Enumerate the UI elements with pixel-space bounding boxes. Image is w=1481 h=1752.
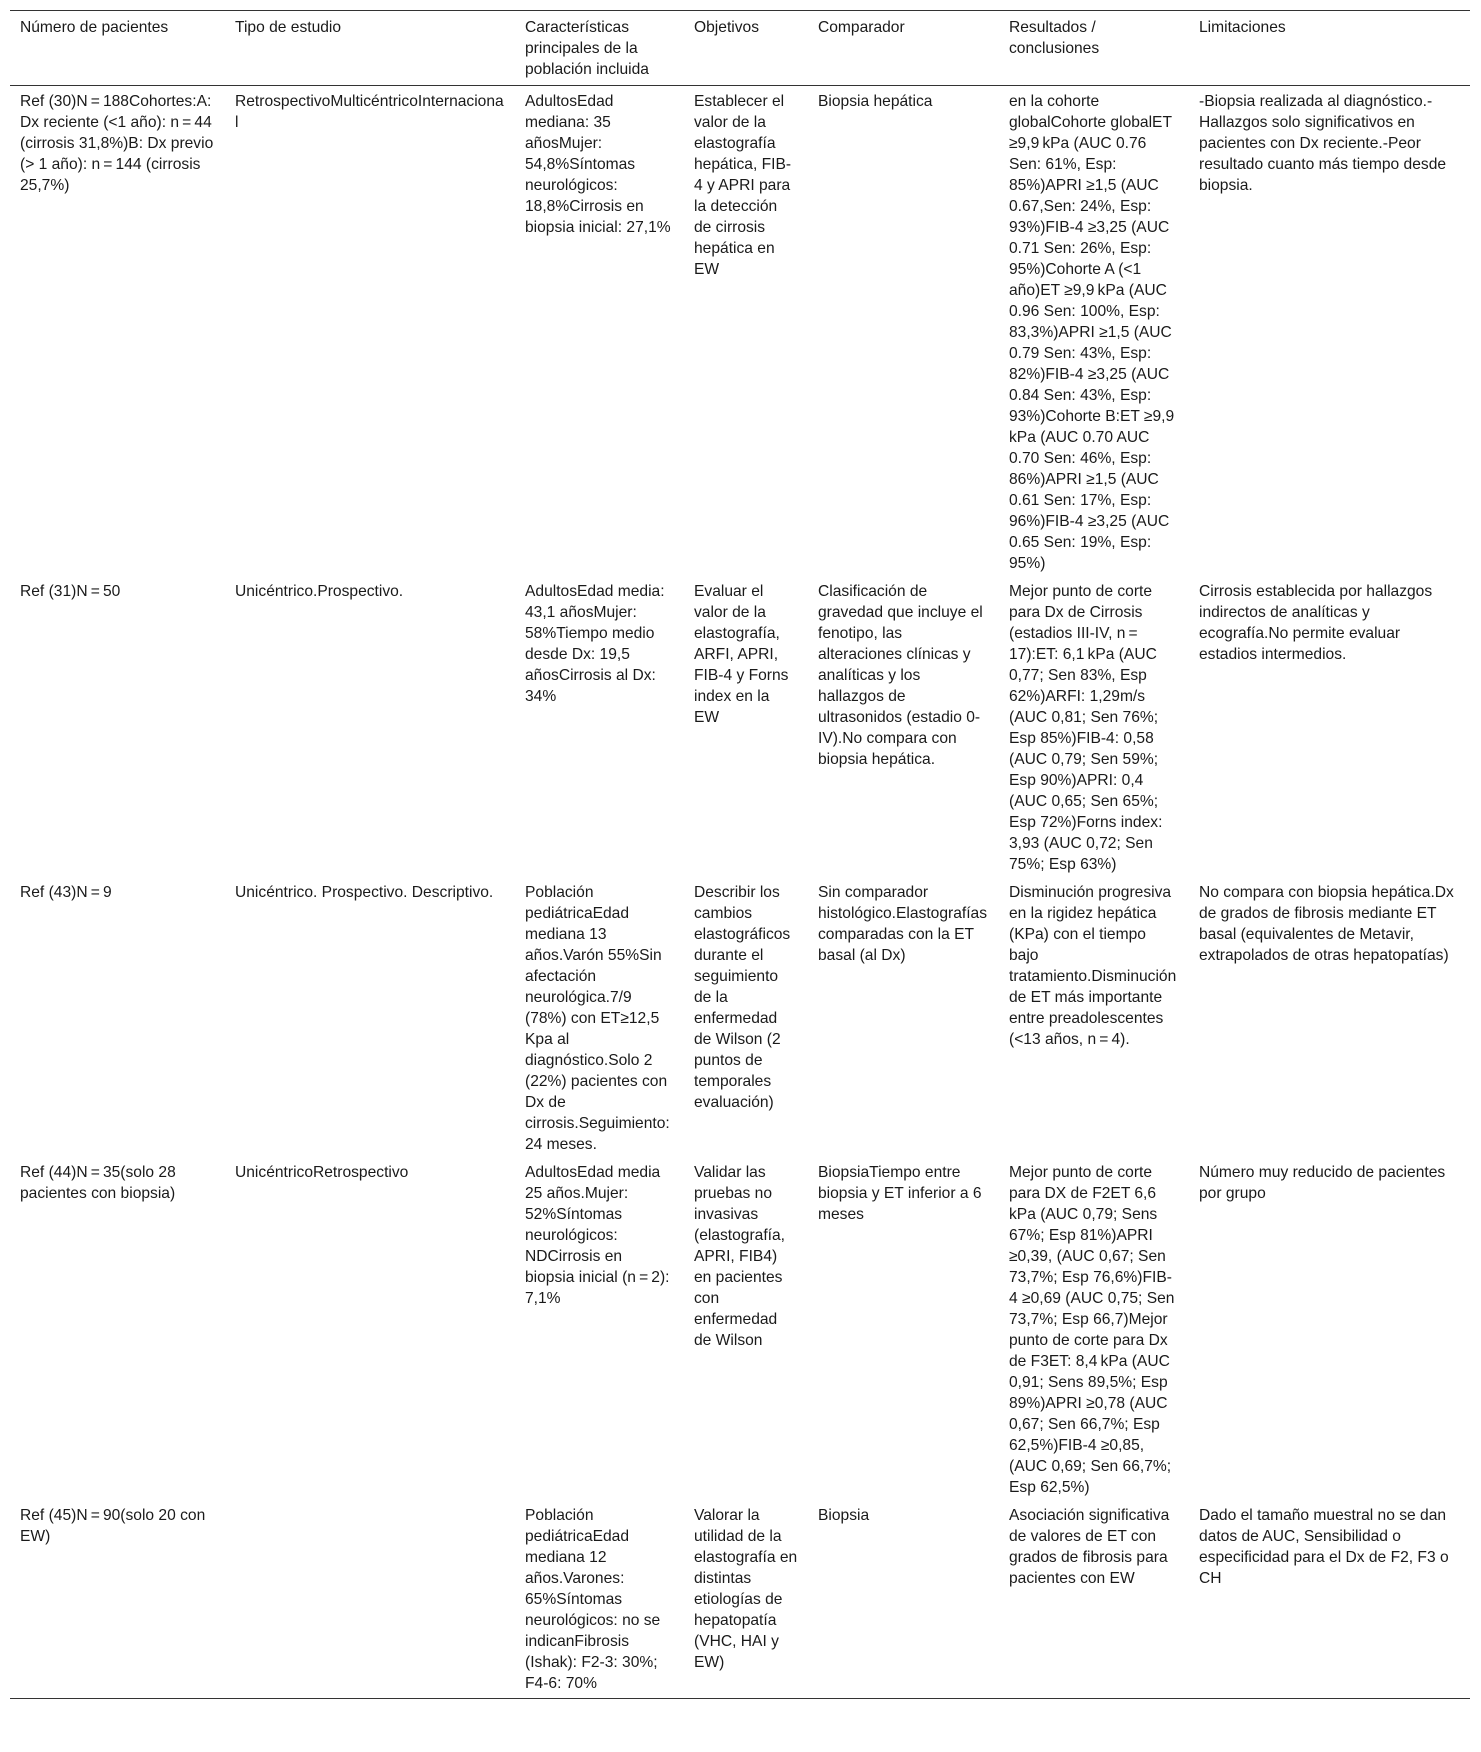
cell-objectives: Evaluar el valor de la elastografía, ARFI, APRI, FIB-4 y Forns index en la EW xyxy=(694,583,789,726)
cell-limitations: No compara con biopsia hepática.Dx de grados de fibrosis mediante ET basal (equivalentes de Metavir, extrapolados de otras hepatopatías) xyxy=(1199,884,1454,964)
cell-limitations: Dado el tamaño muestral no se dan datos de AUC, Sensibilidad o especificidad para el Dx de F2, F3 o CH xyxy=(1199,1507,1449,1587)
header-cell: Objetivos xyxy=(694,19,760,36)
cell-results: Mejor punto de corte para Dx de Cirrosis (estadios III-IV, n = 17):ET: 6,1 kPa (AUC 0,77; Sen 83%, Esp 62%)ARFI: 1,29m/s (AUC 0,81; Sen 76%; Esp 85%)FIB-4: 0,58 (AUC 0,79; Sen 59%; Esp 90%)APRI: 0,4 (AUC 0,65; Sen 65%; Esp 72%)Forns index: 3,93 (AUC 0,72; Sen 75%; Esp 63%) xyxy=(1009,583,1163,873)
cell-population: AdultosEdad mediana: 35 añosMujer: 54,8%Síntomas neurológicos: 18,8%Cirrosis en biopsia inicial: 27,1% xyxy=(525,93,671,236)
cell-limitations: Número muy reducido de pacientes por grupo xyxy=(1199,1164,1446,1202)
cell-study-type: Unicéntrico. Prospectivo. Descriptivo. xyxy=(235,884,494,901)
table-row xyxy=(10,879,1470,1159)
cell-study-type xyxy=(225,1502,515,1699)
table-header xyxy=(10,11,1470,86)
cell-objectives: Describir los cambios elastográficos durante el seguimiento de la enfermedad de Wilson (2 puntos de temporales evaluación) xyxy=(694,884,791,1111)
table-row xyxy=(10,578,1470,879)
cell-comparator: Biopsia hepática xyxy=(818,93,933,110)
cell-results: Asociación significativa de valores de ET con grados de fibrosis para pacientes con EW xyxy=(1009,1507,1170,1587)
cell-study-type: UnicéntricoRetrospectivo xyxy=(235,1164,409,1181)
cell-comparator: Sin comparador histológico.Elastografías comparadas con la ET basal (al Dx) xyxy=(818,884,988,964)
cell-patients: Ref (43)N = 9 xyxy=(20,884,112,901)
cell-objectives: Establecer el valor de la elastografía hepática, FIB-4 y APRI para la detección de cirrosis hepática en EW xyxy=(694,93,792,278)
cell-limitations: Cirrosis establecida por hallazgos indirectos de analíticas y ecografía.No permite evaluar estadios intermedios. xyxy=(1199,583,1433,663)
cell-results: Mejor punto de corte para DX de F2ET 6,6 kPa (AUC 0,79; Sens 67%; Esp 81%)APRI ≥0,39, (AUC 0,67; Sen 73,7%; Esp 76,6%)FIB-4 ≥0,69 (AUC 0,75; Sen 73,7%; Esp 66,7)Mejor punto de corte para Dx de F3ET: 8,4 kPa (AUC 0,91; Sens 89,5%; Esp 89%)APRI ≥0,78 (AUC 0,67; Sen 66,7%; Esp 62,5%)FIB-4 ≥0,85, (AUC 0,69; Sen 66,7%; Esp 62,5%) xyxy=(1009,1164,1175,1496)
cell-comparator: BiopsiaTiempo entre biopsia y ET inferior a 6 meses xyxy=(818,1164,982,1223)
header-row xyxy=(10,11,1470,86)
header-cell: Resultados / conclusiones xyxy=(1009,19,1100,57)
studies-table xyxy=(10,10,1470,1699)
header-cell: Tipo de estudio xyxy=(235,19,342,36)
table-row xyxy=(10,1502,1470,1699)
cell-study-type: Unicéntrico.Prospectivo. xyxy=(235,583,404,600)
cell-patients: Ref (44)N = 35(solo 28 pacientes con biopsia) xyxy=(20,1164,176,1202)
cell-population: Población pediátricaEdad mediana 12 años.Varones: 65%Síntomas neurológicos: no se indicanFibrosis (Ishak): F2-3: 30%; F4-6: 70% xyxy=(525,1507,661,1692)
studies-table-container xyxy=(10,10,1470,1699)
table-row xyxy=(10,86,1470,579)
header-cell: Número de pacientes xyxy=(20,19,169,36)
cell-patients: Ref (45)N = 90(solo 20 con EW) xyxy=(20,1507,206,1545)
cell-patients: Ref (30)N = 188Cohortes:A: Dx reciente (<1 año): n = 44 (cirrosis 31,8%)B: Dx previo (> 1 año): n = 144 (cirrosis 25,7%) xyxy=(20,93,214,194)
cell-population: AdultosEdad media: 43,1 añosMujer: 58%Tiempo medio desde Dx: 19,5 añosCirrosis al Dx: 34% xyxy=(525,583,665,705)
header-cell: Comparador xyxy=(818,19,905,36)
cell-population: AdultosEdad media 25 años.Mujer: 52%Síntomas neurológicos: NDCirrosis en biopsia inicial (n = 2): 7,1% xyxy=(525,1164,670,1307)
cell-objectives: Valorar la utilidad de la elastografía en distintas etiologías de hepatopatía (VHC, HAI y EW) xyxy=(694,1507,798,1671)
header-cell: Limitaciones xyxy=(1199,19,1286,36)
header-cell: Características principales de la población incluida xyxy=(525,19,649,78)
cell-limitations: -Biopsia realizada al diagnóstico.-Hallazgos solo significativos en pacientes con Dx reciente.-Peor resultado cuanto más tiempo desde biopsia. xyxy=(1199,93,1447,194)
cell-results: Disminución progresiva en la rigidez hepática (KPa) con el tiempo bajo tratamiento.Disminución de ET más importante entre preadolescentes (<13 años, n = 4). xyxy=(1009,884,1177,1048)
cell-study-type: RetrospectivoMulticéntricoInternacional xyxy=(235,93,504,131)
cell-comparator: Clasificación de gravedad que incluye el fenotipo, las alteraciones clínicas y analíticas y los hallazgos de ultrasonidos (estadio 0-IV).No compara con biopsia hepática. xyxy=(818,583,983,768)
cell-objectives: Validar las pruebas no invasivas (elastografía, APRI, FIB4) en pacientes con enfermedad de Wilson xyxy=(694,1164,786,1349)
cell-results: en la cohorte globalCohorte globalET ≥9,9 kPa (AUC 0.76 Sen: 61%, Esp: 85%)APRI ≥1,5 (AUC 0.67,Sen: 24%, Esp: 93%)FIB-4 ≥3,25 (AUC 0.71 Sen: 26%, Esp: 95%)Cohorte A (<1 año)ET ≥9,9 kPa (AUC 0.96 Sen: 100%, Esp: 83,3%)APRI ≥1,5 (AUC 0.79 Sen: 43%, Esp: 82%)FIB-4 ≥3,25 (AUC 0.84 Sen: 43%, Esp: 93%)Cohorte B:ET ≥9,9 kPa (AUC 0.70 AUC 0.70 Sen: 46%, Esp: 86%)APRI ≥1,5 (AUC 0.61 Sen: 17%, Esp: 96%)FIB-4 ≥3,25 (AUC 0.65 Sen: 19%, Esp: 95%) xyxy=(1009,93,1178,572)
cell-patients: Ref (31)N = 50 xyxy=(20,583,121,600)
cell-comparator: Biopsia xyxy=(818,1507,870,1524)
cell-population: Población pediátricaEdad mediana 13 años.Varón 55%Sin afectación neurológica.7/9 (78%) con ET≥12,5 Kpa al diagnóstico.Solo 2 (22%) pacientes con Dx de cirrosis.Seguimiento: 24 meses. xyxy=(525,884,670,1153)
table-body xyxy=(10,86,1470,1699)
table-row xyxy=(10,1159,1470,1502)
